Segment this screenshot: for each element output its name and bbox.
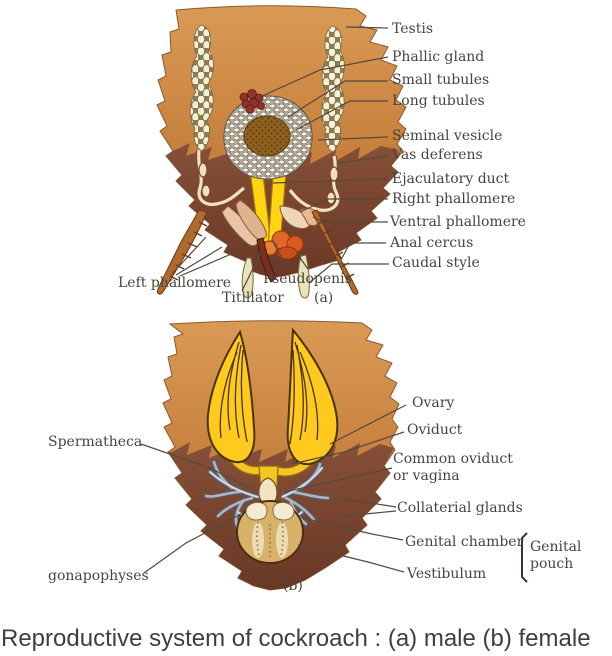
label-seminal-vesicle: Seminal vesicle [392,128,503,144]
genital-chamber-lobe-right [273,502,294,520]
label-genital-pouch-line1: Genital [530,539,582,555]
seminal-vesicle [224,96,312,179]
label-gonapophyses: gonapophyses [48,568,149,584]
female-diagram [48,321,582,594]
label-phallic-gland: Phallic gland [392,49,485,65]
label-testis: Testis [392,21,434,37]
label-ejaculatory-duct: Ejaculatory duct [392,171,510,187]
label-titillator: Titillator [222,290,284,306]
label-small-tubules: Small tubules [392,72,490,88]
label-spermatheca: Spermatheca [48,434,143,450]
label-right-phallomere: Right phallomere [392,191,516,207]
label-genital-pouch-line2: pouch [530,556,574,572]
label-caudal-style: Caudal style [392,255,480,271]
label-collaterial-glands: Collaterial glands [397,500,523,516]
genital-chamber-lobe-left [246,502,267,520]
label-vestibulum: Vestibulum [407,566,487,582]
label-common-oviduct-line1: Common oviduct [393,451,513,467]
label-anal-cercus: Anal cercus [390,235,474,251]
label-pseudopenis: Pseudopenis [263,271,352,287]
label-left-phallomere: Left phallomere [118,275,232,291]
figure-b-label: (b) [283,578,303,594]
figure-a-label: (a) [314,290,334,306]
male-diagram [118,6,526,306]
label-genital-chamber: Genital chamber [405,534,524,550]
figure-caption: Reproductive system of cockroach : (a) male (b) female [1,625,591,652]
label-long-tubules: Long tubules [392,93,485,109]
label-oviduct: Oviduct [407,422,463,438]
label-common-oviduct-line2: or vagina [393,468,460,484]
genital-pouch-structure [237,501,303,563]
label-ovary: Ovary [412,395,455,411]
label-ventral-phallomere: Ventral phallomere [390,214,526,230]
label-vas-deferens: Vas deferens [392,147,483,163]
